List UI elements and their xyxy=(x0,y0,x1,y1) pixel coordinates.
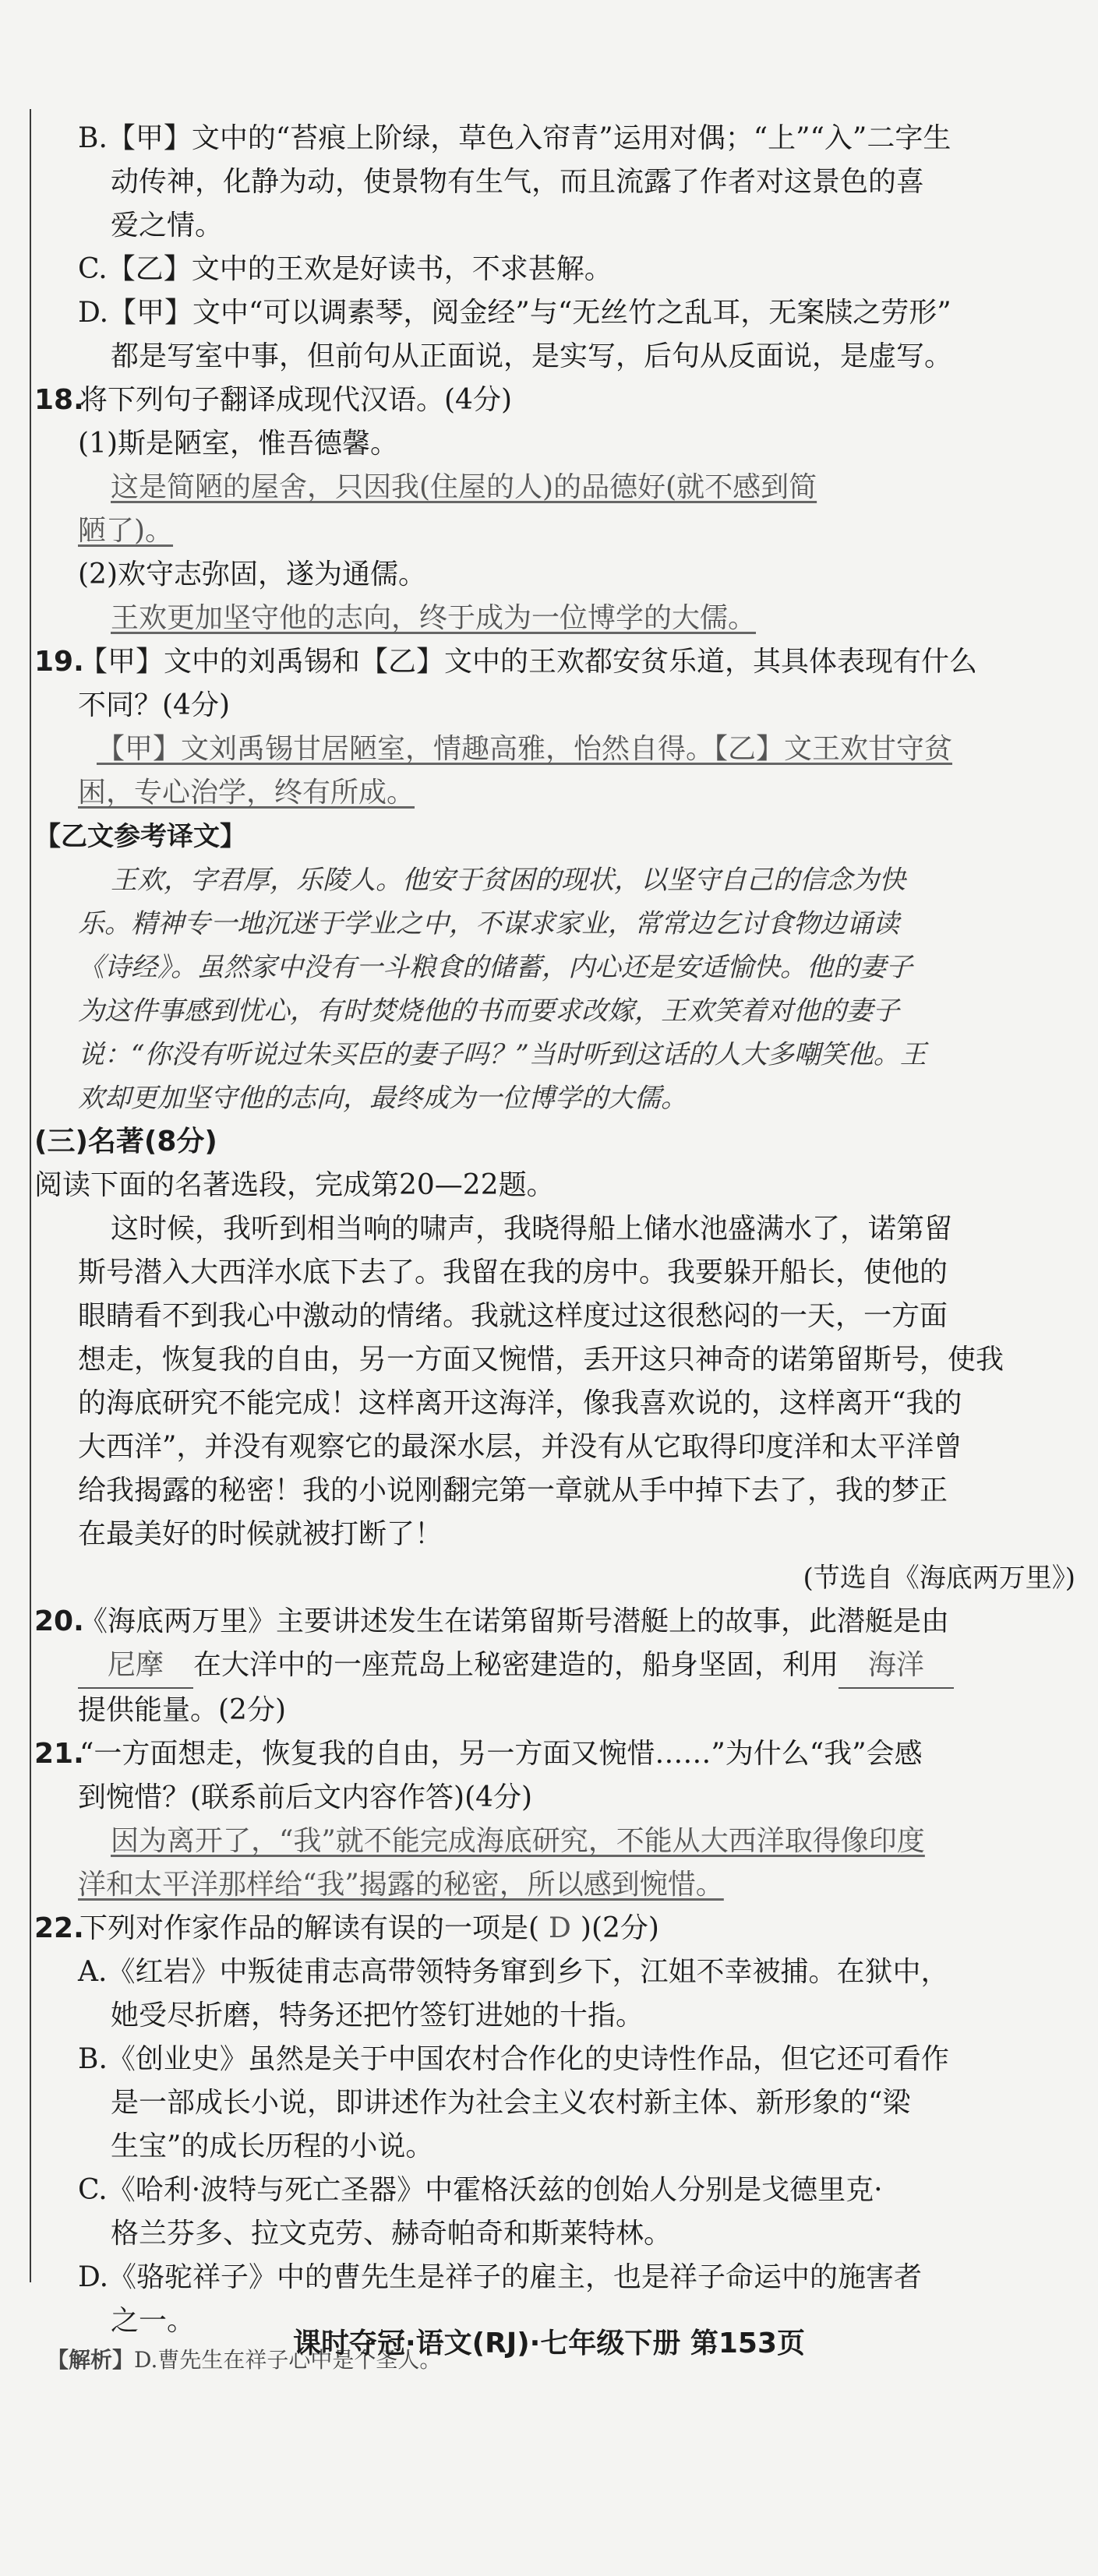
q18-stem: 将下列句子翻译成现代汉语。(4分) xyxy=(79,384,512,416)
q20-stem-line2 xyxy=(34,1644,1091,1689)
passage-line-1: 这时候，我听到相当响的啸声，我晓得船上储水池盛满水了，诺第留 xyxy=(111,1213,953,1245)
q22-number: 22. xyxy=(34,1912,84,1944)
q19-number: 19. xyxy=(34,646,84,678)
q21-number: 21. xyxy=(34,1738,84,1770)
translation-title: 【乙文参考译文】 xyxy=(34,821,246,852)
q22-option-d-line1: D.《骆驼祥子》中的曹先生是祥子的雇主，也是祥子命运中的施害者 xyxy=(78,2261,923,2293)
passage-line-2: 斯号潜入大西洋水底下去了。我留在我的房中。我要躲开船长，使他的 xyxy=(78,1256,948,1288)
q17-option-d-line2: 都是写室中事，但前句从正面说，是实写，后句从反面说，是虚写。 xyxy=(111,340,953,372)
q22-stem-start: 下列对作家作品的解读有误的一项是( xyxy=(79,1912,540,1944)
translation-block xyxy=(34,815,1091,1120)
question-20 xyxy=(34,1600,1091,1732)
analysis-label: 【解析】 xyxy=(47,2347,135,2373)
translation-line-6: 欢却更加坚守他的志向，最终成为一位博学的大儒。 xyxy=(78,1083,687,1114)
translation-line-3: 《诗经》。虽然家中没有一斗粮食的储蓄，内心还是安适愉快。他的妻子 xyxy=(78,952,913,983)
q22-option-b-line3: 生宝”的成长历程的小说。 xyxy=(111,2130,434,2162)
q18-answer-1-line2: 陋了)。 xyxy=(78,515,174,547)
page-content xyxy=(34,117,1091,2377)
q17-option-b-line3: 爱之情。 xyxy=(111,210,224,241)
section-3 xyxy=(34,1120,1091,1600)
q17-option-d-line1: D.【甲】文中“可以调素琴，阅金经”与“无丝竹之乱耳，无案牍之劳形” xyxy=(78,297,951,329)
question-21 xyxy=(34,1732,1091,1907)
q17-option-b-line2: 动传神，化静为动，使景物有生气，而且流露了作者对这景色的喜 xyxy=(111,166,925,198)
section-3-title: (三)名著(8分) xyxy=(34,1126,217,1158)
passage-line-7: 给我揭露的秘密！我的小说刚翻完第一章就从手中掉下去了，我的梦正 xyxy=(78,1475,948,1506)
question-22 xyxy=(34,1907,1091,2377)
q22-option-a-line2: 她受尽折磨，特务还把竹签钉进她的十指。 xyxy=(111,2000,644,2032)
q22-option-a-line1: A.《红岩》中叛徒甫志高带领特务窜到乡下，江姐不幸被捕。在狱中， xyxy=(78,1956,949,1988)
q21-stem-line1: “一方面想走，恢复我的自由，另一方面又惋惜……”为什么“我”会感 xyxy=(79,1738,923,1770)
translation-line-2: 乐。精神专一地沉迷于学业之中，不谋求家业，常常边乞讨食物边诵读 xyxy=(78,908,899,939)
q22-option-b-line2: 是一部成长小说，即讲述作为社会主义农村新主体、新形象的“梁 xyxy=(111,2087,911,2119)
q17-option-c: C.【乙】文中的王欢是好读书，不求甚解。 xyxy=(78,253,613,285)
passage-line-8: 在最美好的时候就被打断了！ xyxy=(78,1518,443,1550)
q22-option-c-line2: 格兰芬多、拉文克劳、赫奇帕奇和斯莱特林。 xyxy=(111,2218,673,2250)
q22-answer: D xyxy=(549,1912,571,1944)
page-footer: 课时夺冠·语文(RJ)·七年级下册 第153页 xyxy=(292,2328,806,2359)
q20-blank-2: 海洋 xyxy=(839,1644,954,1689)
q22-option-c-line1: C.《哈利·波特与死亡圣器》中霍格沃兹的创始人分别是戈德里克· xyxy=(78,2174,883,2206)
q20-stem-line2-text: 在大洋中的一座荒岛上秘密建造的，船身坚固，利用 xyxy=(193,1649,839,1681)
q22-stem-end: )(2分) xyxy=(580,1912,659,1944)
q19-stem-line2: 不同？(4分) xyxy=(78,689,230,721)
q18-number: 18. xyxy=(34,384,84,416)
q19-answer-line2: 困，专心治学，终有所成。 xyxy=(78,777,415,809)
q20-stem-line3: 提供能量。(2分) xyxy=(78,1694,286,1726)
q22-option-d-line2: 之一。 xyxy=(111,2305,196,2337)
section-3-intro: 阅读下面的名著选段，完成第20—22题。 xyxy=(34,1169,555,1201)
q20-number: 20. xyxy=(34,1605,84,1637)
q19-stem-line1: 【甲】文中的刘禹锡和【乙】文中的王欢都安贫乐道，其具体表现有什么 xyxy=(79,646,978,678)
q20-stem-line1: 《海底两万里》主要讲述发生在诺第留斯号潜艇上的故事，此潜艇是由 xyxy=(79,1605,950,1637)
q22-option-b-line1: B.《创业史》虽然是关于中国农村合作化的史诗性作品，但它还可看作 xyxy=(78,2043,949,2075)
q21-answer-line1: 因为离开了，“我”就不能完成海底研究，不能从大西洋取得像印度 xyxy=(111,1825,925,1857)
passage-line-6: 大西洋”，并没有观察它的最深水层，并没有从它取得印度洋和太平洋曾 xyxy=(78,1431,962,1463)
question-19 xyxy=(34,640,1091,815)
q18-answer-1-line1: 这是简陋的屋舍，只因我(住屋的人)的品德好(就不感到简 xyxy=(111,471,817,503)
q21-stem-line2: 到惋惜？(联系前后文内容作答)(4分) xyxy=(78,1781,533,1813)
passage-line-4: 想走，恢复我的自由，另一方面又惋惜，丢开这只神奇的诺第留斯号，使我 xyxy=(78,1344,1004,1376)
analysis-text: D.曹先生在祥子心中是个圣人。 xyxy=(134,2347,442,2373)
q22-stem xyxy=(79,1907,659,1951)
q19-answer-line1: 【甲】文刘禹锡甘居陋室，情趣高雅，怡然自得。【乙】文王欢甘守贫 xyxy=(97,733,953,765)
translation-line-1: 王欢，字君厚，乐陵人。他安于贫困的现状，以坚守自己的信念为快 xyxy=(111,865,906,896)
translation-line-4: 为这件事感到忧心，有时焚烧他的书而要求改嫁，王欢笑着对他的妻子 xyxy=(78,996,899,1027)
page-margin-line xyxy=(30,109,31,2282)
q20-blank-1: 尼摩 xyxy=(78,1644,193,1689)
q18-sentence-2: (2)欢守志弥固，遂为通儒。 xyxy=(78,559,426,590)
question-18 xyxy=(34,379,1091,640)
passage-line-3: 眼睛看不到我心中激动的情绪。我就这样度过这很愁闷的一天，一方面 xyxy=(78,1300,948,1332)
translation-line-5: 说：“你没有听说过朱买臣的妻子吗？”当时听到这话的人大多嘲笑他。王 xyxy=(78,1039,927,1070)
q18-answer-2: 王欢更加坚守他的志向，终于成为一位博学的大儒。 xyxy=(111,602,757,634)
passage-line-5: 的海底研究不能完成！这样离开这海洋，像我喜欢说的，这样离开“我的 xyxy=(78,1387,962,1419)
q17-options xyxy=(78,117,1091,379)
q18-sentence-1: (1)斯是陋室，惟吾德馨。 xyxy=(78,428,398,460)
q21-answer-line2: 洋和太平洋那样给“我”揭露的秘密，所以感到惋惜。 xyxy=(78,1869,724,1901)
passage-source: (节选自《海底两万里》) xyxy=(803,1563,1075,1594)
q17-option-b-line1: B.【甲】文中的“苔痕上阶绿，草色入帘青”运用对偶；“上”“入”二字生 xyxy=(78,122,951,154)
